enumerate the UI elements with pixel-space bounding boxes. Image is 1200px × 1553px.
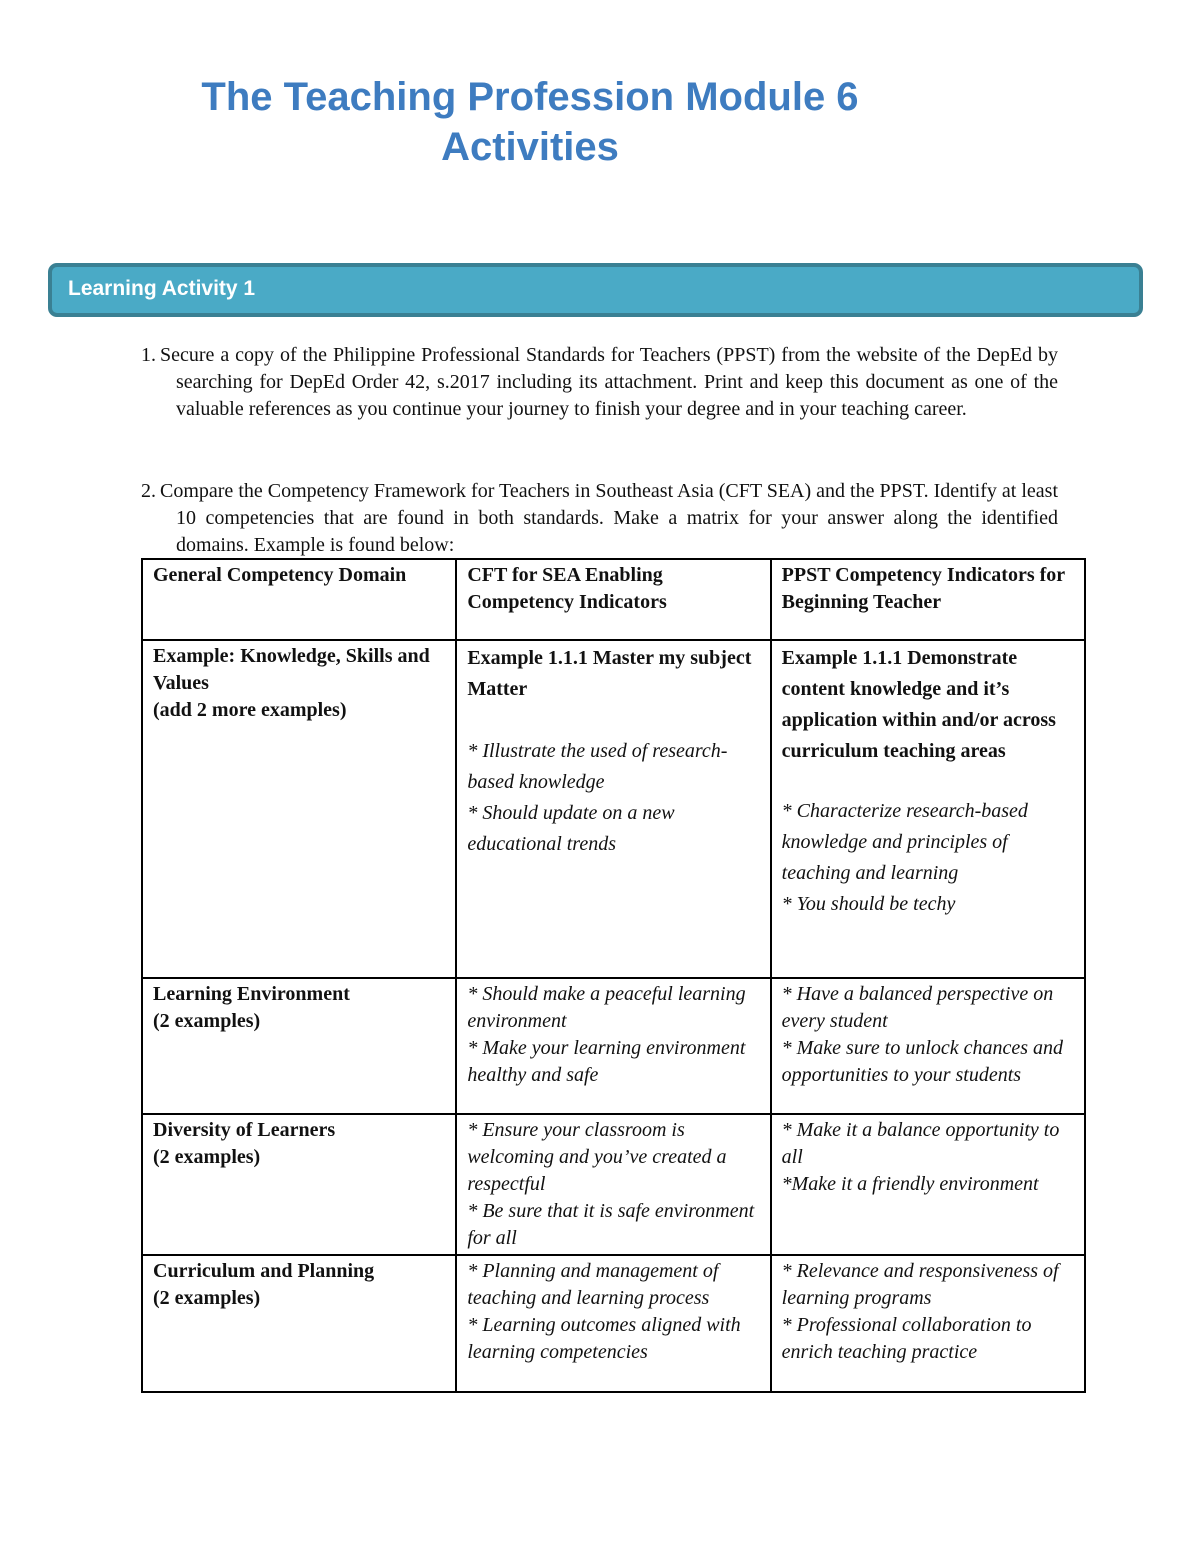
cft-cell bbox=[456, 640, 770, 978]
domain-name: Diversity of Learners bbox=[153, 1119, 336, 1141]
table-row bbox=[142, 640, 1085, 978]
instruction-text: Compare the Competency Framework for Teachers in Southeast Asia (CFT SEA) and the PPST. Identify at least 10 competencies that are found in both standards. Make a matrix for your answer along the identified domains. Example is found below: bbox=[160, 480, 1058, 556]
domain-note: (add 2 more examples) bbox=[153, 699, 347, 721]
cft-item: * Illustrate the used of research-based knowledge bbox=[467, 740, 728, 793]
ppst-item: * Make it a balance opportunity to all bbox=[781, 1119, 1060, 1168]
instruction-number: 2. bbox=[141, 480, 156, 502]
ppst-item: * Characterize research-based knowledge and principles of teaching and learning bbox=[781, 800, 1028, 884]
title-line-2: Activities bbox=[441, 125, 619, 169]
domain-name: Example: Knowledge, Skills and Values bbox=[153, 645, 430, 694]
domain-name: Curriculum and Planning bbox=[153, 1260, 375, 1282]
ppst-cell bbox=[771, 1255, 1085, 1392]
ppst-item: * Relevance and responsiveness of learning programs bbox=[781, 1260, 1059, 1309]
domain-cell bbox=[142, 640, 456, 978]
ppst-cell bbox=[771, 978, 1085, 1114]
domain-note: (2 examples) bbox=[153, 1010, 261, 1032]
competency-matrix bbox=[141, 558, 1086, 1393]
cft-item: * Make your learning environment healthy and safe bbox=[467, 1037, 746, 1086]
header-cft: CFT for SEA Enabling Competency Indicators bbox=[456, 559, 770, 640]
cft-item: * Learning outcomes aligned with learning competencies bbox=[467, 1314, 741, 1363]
header-domain: General Competency Domain bbox=[142, 559, 456, 640]
domain-cell bbox=[142, 1114, 456, 1255]
instruction-text: Secure a copy of the Philippine Professional Standards for Teachers (PPST) from the website of the DepEd by searching for DepEd Order 42, s.2017 including its attachment. Print and keep this document as one of the valuable references as you continue your journey to finish your degree and in your teaching career. bbox=[160, 344, 1058, 420]
section-bar bbox=[48, 263, 1143, 317]
instruction-2 bbox=[141, 478, 1058, 559]
ppst-cell bbox=[771, 640, 1085, 978]
section-bar-label: Learning Activity 1 bbox=[68, 277, 256, 300]
ppst-item: * Make sure to unlock chances and opportunities to your students bbox=[781, 1037, 1064, 1086]
header-ppst: PPST Competency Indicators for Beginning Teacher bbox=[771, 559, 1085, 640]
header-row bbox=[142, 559, 1085, 640]
ppst-cell bbox=[771, 1114, 1085, 1255]
domain-name: Learning Environment bbox=[153, 983, 350, 1005]
cft-item: * Planning and management of teaching and learning process bbox=[467, 1260, 719, 1309]
ppst-item: * Have a balanced perspective on every student bbox=[781, 983, 1054, 1032]
ppst-item: * You should be techy bbox=[781, 893, 956, 915]
cft-item: * Should make a peaceful learning environment bbox=[467, 983, 746, 1032]
title-line-1: The Teaching Profession Module 6 bbox=[201, 75, 859, 119]
domain-cell bbox=[142, 1255, 456, 1392]
cft-item: * Should update on a new educational trends bbox=[467, 802, 675, 855]
instruction-1 bbox=[141, 342, 1058, 423]
table-row bbox=[142, 1114, 1085, 1255]
cft-example: Example 1.1.1 Master my subject Matter bbox=[467, 647, 752, 700]
cft-item: * Ensure your classroom is welcoming and you’ve created a respectful bbox=[467, 1119, 727, 1195]
table-row bbox=[142, 978, 1085, 1114]
cft-cell bbox=[456, 978, 770, 1114]
table-row bbox=[142, 1255, 1085, 1392]
domain-cell bbox=[142, 978, 456, 1114]
domain-note: (2 examples) bbox=[153, 1146, 261, 1168]
ppst-example: Example 1.1.1 Demonstrate content knowledge and it’s application within and/or across curriculum teaching areas bbox=[781, 647, 1056, 762]
cft-cell bbox=[456, 1114, 770, 1255]
ppst-item: * Professional collaboration to enrich teaching practice bbox=[781, 1314, 1032, 1363]
cft-item: * Be sure that it is safe environment for all bbox=[467, 1200, 755, 1249]
ppst-item: *Make it a friendly environment bbox=[781, 1173, 1039, 1195]
domain-note: (2 examples) bbox=[153, 1287, 261, 1309]
cft-cell bbox=[456, 1255, 770, 1392]
instruction-number: 1. bbox=[141, 344, 156, 366]
